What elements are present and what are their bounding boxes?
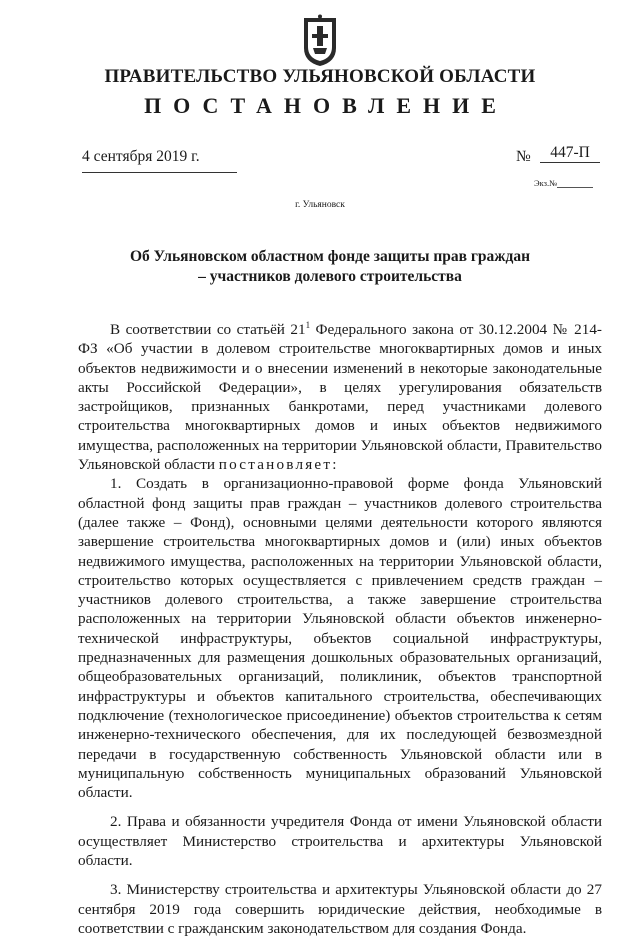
copy-label: Экз.№ [534, 178, 558, 188]
article-superscript: 1 [305, 319, 311, 330]
number-sign: № [516, 148, 531, 165]
clause-3: 3. Министерству строительства и архитектуры Ульяновской области до 27 сентября 2019 года совершить юридические действия, необходимые в соответствии с гражданским законодательством для создания Фонда. [78, 881, 602, 937]
preamble-text-a: В соответствии со статьёй 21 [110, 321, 306, 338]
coat-of-arms-icon [300, 14, 340, 68]
copy-number-line [557, 187, 593, 188]
subject-line-1: Об Ульяновском областном фонде защиты прав граждан [129, 248, 531, 265]
document-number: 447-П [540, 144, 600, 163]
document-subject [110, 247, 550, 287]
copy-number-block [534, 178, 593, 188]
resolving-verb: постановляет: [218, 456, 339, 474]
preamble-paragraph [78, 320, 602, 474]
clause-2: 2. Права и обязанности учредителя Фонда от имени Ульяновской области осуществляет Министерство строительства и архитектуры Ульяновской области. [78, 813, 602, 870]
clause-1: 1. Создать в организационно-правовой форме фонда Ульяновский областной фонд защиты прав граждан – участников долевого строительства (далее также – Фонд), основными целями деятельности которого являются завершение строительства многоквартирных домов и (или) иных объектов недвижимого имущества, расположенных на территории Ульяновской области, строительство которых осуществляется с привлечением средств граждан – участников долевого строительства, а также завершение строительства расположенных на территории Ульяновской области объектов инженерно-технической инфраструктуры, объектов социальной инфраструктуры, предназначенных для размещения дошкольных образовательных организаций, общеобразовательных организаций, поликлиник, объектов транспортной инфраструктуры и объектов капитального строительства, обеспечивающих подключение (технологическое присоединение) объектов строительства к сетям инженерно-технического обеспечения, для их последующей безвозмездной передачи в государственную собственность Ульяновской области или в муниципальную собственность муниципальных образований Ульяновской области. [78, 475, 602, 802]
document-type-heading: ПОСТАНОВЛЕНИЕ [144, 93, 508, 118]
preamble-text-b: Федерального закона от 30.12.2004 № 214-ФЗ «Об участии в долевом строительстве многоквартирных домов и иных объектов недвижимости и о внесении изменений в некоторые законодательные акты Российской Федерации», в целях урегулирования обязательств застройщиков, признанных банкротами, перед участниками долевого строительства многоквартирных домов и иных объектов недвижимого имущества, расположенных на территории Ульяновской области, Правительство Ульяновской области [78, 321, 602, 474]
government-title: ПРАВИТЕЛЬСТВО УЛЬЯНОВСКОЙ ОБЛАСТИ [104, 66, 536, 87]
date-underline [82, 172, 237, 173]
city-name: г. Ульяновск [295, 200, 345, 210]
document-body [78, 320, 602, 938]
document-date: 4 сентября 2019 г. [82, 148, 200, 165]
subject-line-2: – участников долевого строительства [198, 268, 462, 285]
